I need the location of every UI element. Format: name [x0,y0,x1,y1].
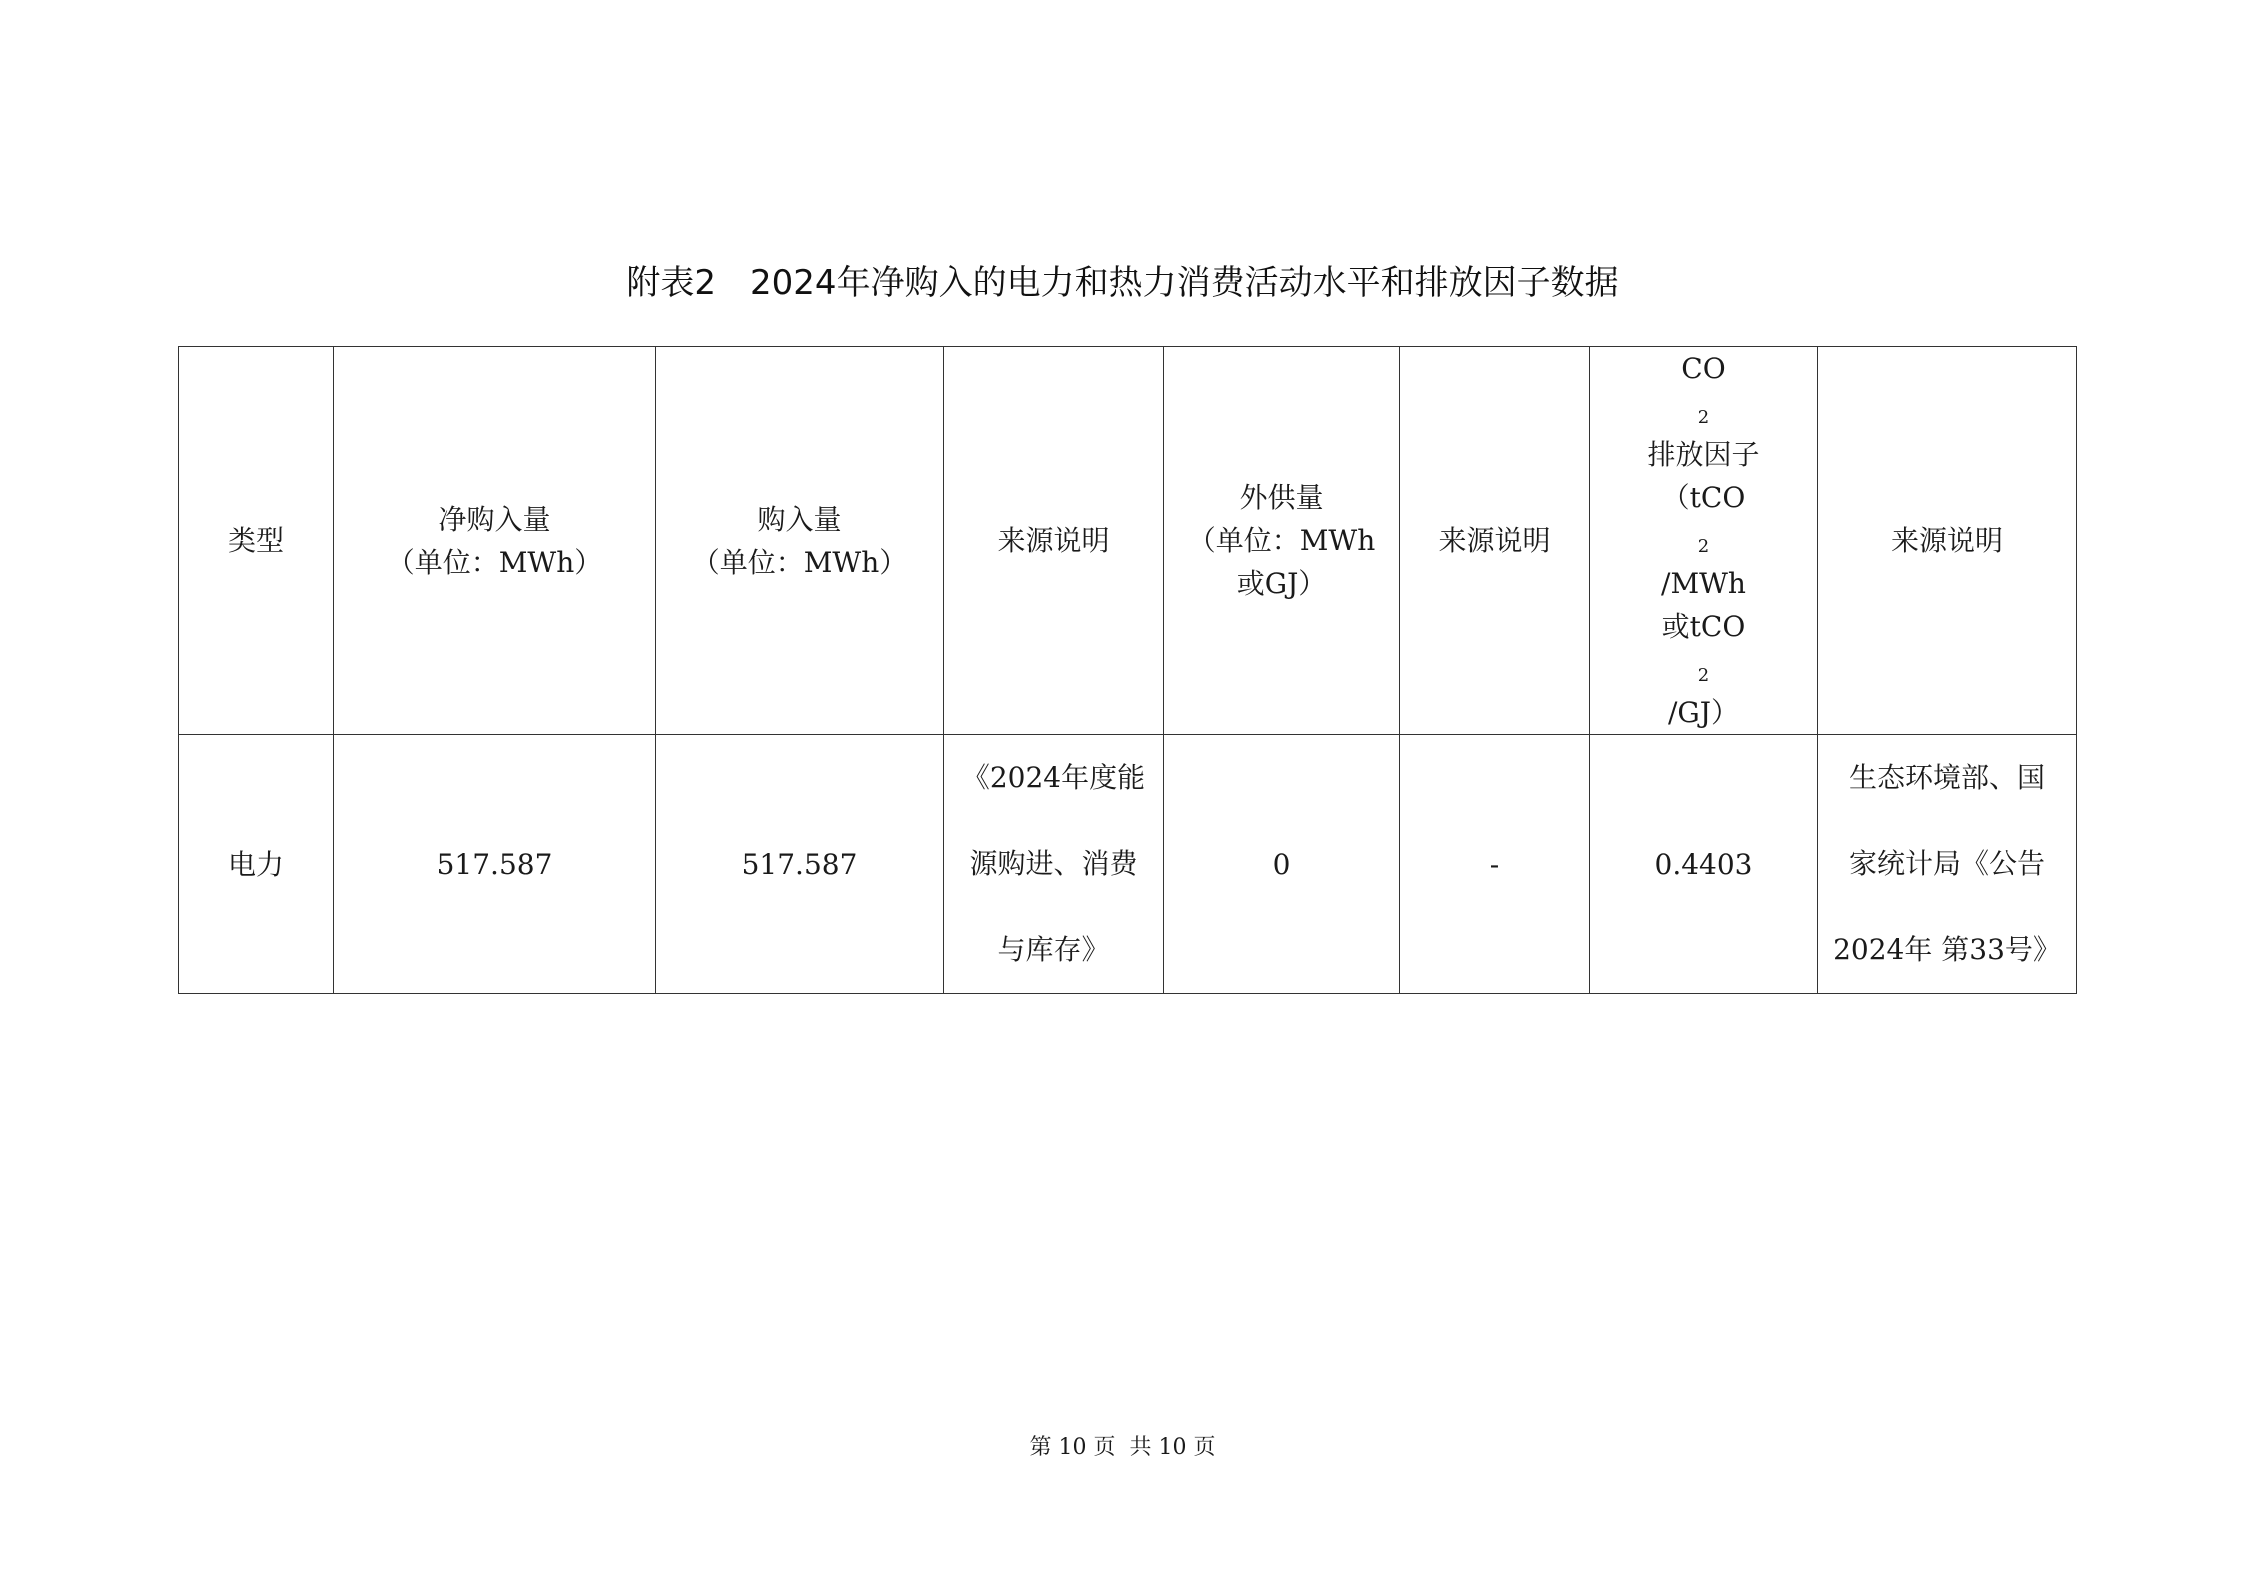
page-number-footer: 第 10 页 共 10 页 [1029,1435,1216,1460]
header-factor-label: CO 2 排放因子 [1647,352,1760,471]
cell-source-2: - [1400,735,1590,994]
table-title: 附表2 2024年净购入的电力和热力消费活动水平和排放因子数据 [626,263,1619,303]
header-type: 类型 [179,347,334,735]
cell-emission-factor: 0.4403 [1590,735,1818,994]
header-source-1: 来源说明 [944,347,1164,735]
header-purchase [656,347,944,735]
header-net-purchase-label: 净购入量 [438,502,551,536]
header-factor-unit-alt: 或tCO 2 /GJ） [1661,610,1746,729]
header-net-purchase [334,347,656,735]
header-supply [1164,347,1400,735]
header-supply-unit-alt: 或GJ） [1236,567,1327,600]
header-emission-factor [1590,347,1818,735]
cell-net-purchase: 517.587 [334,735,656,994]
cell-source-3: 生态环境部、国 家统计局《公告 2024年 第33号》 [1818,735,2077,994]
header-source-2: 来源说明 [1400,347,1590,735]
header-supply-label: 外供量 [1239,481,1324,514]
table-header-row [179,347,2077,735]
header-purchase-unit: （单位：MWh） [691,545,908,579]
cell-source-1: 《2024年度能 源购进、消费 与库存》 [944,735,1164,994]
header-factor-unit: （tCO 2 /MWh [1661,481,1746,600]
cell-purchase: 517.587 [656,735,944,994]
header-net-purchase-unit: （单位：MWh） [386,545,603,579]
header-supply-unit: （单位：MWh [1187,524,1376,557]
cell-supply: 0 [1164,735,1400,994]
data-table [178,346,2077,994]
header-purchase-label: 购入量 [757,502,842,536]
table-row [179,735,2077,994]
header-source-3: 来源说明 [1818,347,2077,735]
cell-type: 电力 [179,735,334,994]
